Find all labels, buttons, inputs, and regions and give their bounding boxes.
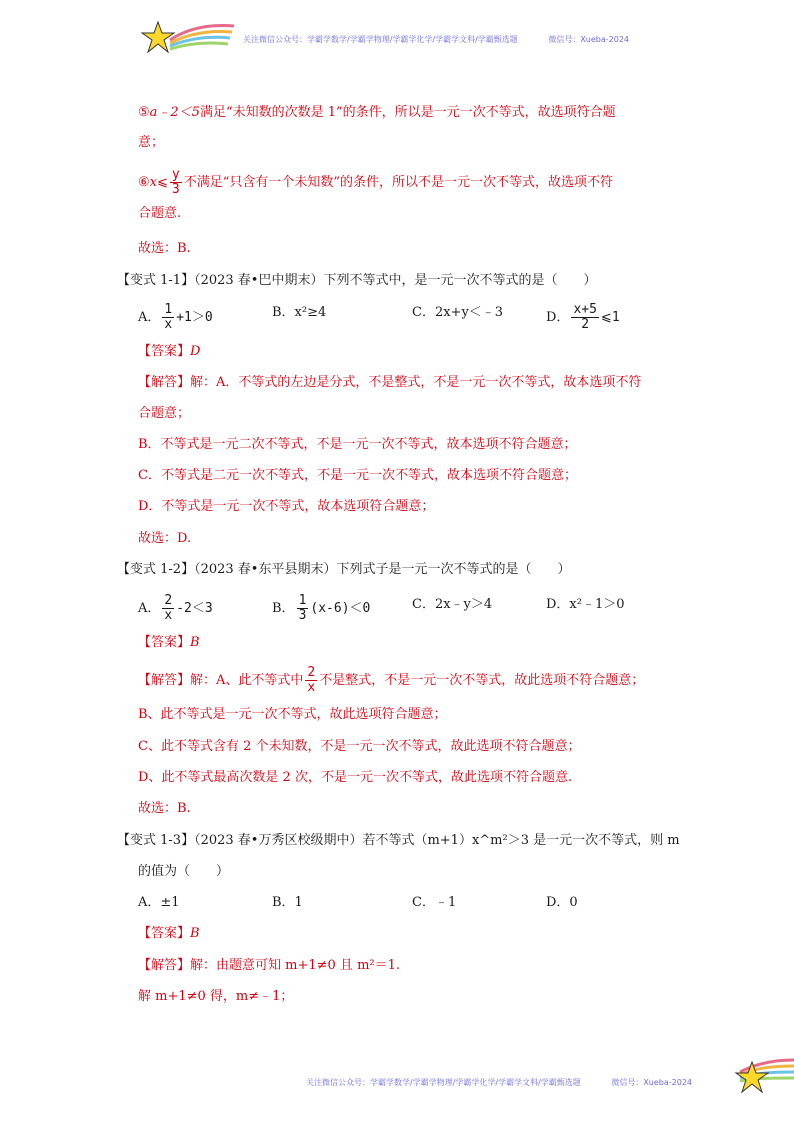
- q3-source-cont: 的值为（ ）: [138, 864, 230, 879]
- q1-explanation-1: 【解答】解：A．不等式的左边是分式，不是整式，不是一元一次不等式，故本选项不符: [138, 375, 642, 390]
- page-header: [243, 34, 683, 45]
- fraction-y-3: $\frac{y}{3}$: [171, 167, 180, 197]
- item-6: ⑥x⩽ $\frac{y}{3}$ 不满足“只含有一个未知数”的条件，所以不是一元一次不等式，故选项不符: [138, 167, 614, 197]
- q1-option-c: C．2x+y＜﹣3: [412, 305, 504, 320]
- q1-explanation-2: B．不等式是一元二次不等式，不是一元一次不等式，故本选项不符合题意；: [138, 437, 577, 452]
- q3-explanation-1: 【解答】解：由题意可知 m+1≠0 且 m²＝1.: [138, 958, 401, 973]
- q2-explanation-4: D、此不等式最高次数是 2 次，不是一元一次不等式，故此选项不符合题意.: [138, 770, 573, 785]
- question-1-3: 【变式 1-3】（2023 春•万秀区校级期中）若不等式（m+1）x^m²＞3 是一元一次不等式，则 m: [117, 833, 680, 848]
- q2-explanation-2: B、此不等式是一元一次不等式，故此选项符合题意；: [138, 707, 447, 722]
- q1-option-a: A． $\frac{1}{x}$ +1＞0: [138, 302, 213, 332]
- item-6-cont: 合题意.: [138, 206, 182, 221]
- q2-explanation-1: 【解答】解：A、此不等式中 $\frac{2}{x}$ 不是整式，不是一元一次不等式，故此选项不符合题意；: [138, 665, 645, 695]
- q3-explanation-2: 解 m+1≠0 得，m≠﹣1；: [138, 989, 294, 1004]
- q2-option-c: C．2x﹣y＞4: [412, 597, 493, 612]
- q1-conclusion: 故选：D.: [138, 531, 192, 546]
- q2-answer: 【答案】B: [138, 635, 200, 650]
- intro-conclusion: 故选：B.: [138, 241, 191, 256]
- q2-option-b: B． $\frac{1}{3}$ (x-6)＜0: [272, 593, 371, 623]
- question-1-1: 【变式 1-1】（2023 春•巴中期末）下列不等式中，是一元一次不等式的是（ ）: [117, 273, 597, 288]
- star-logo-footer-icon: [700, 1050, 794, 1096]
- item-5-cont: 意；: [138, 135, 165, 150]
- footer-wechat: 微信号：Xueba-2024: [611, 1078, 693, 1087]
- star-logo-icon: [140, 18, 236, 58]
- footer-text: 关注微信公众号：学霸学数学/学霸学物理/学霸学化学/学霸学文科/学霸甄选题: [306, 1078, 581, 1087]
- q3-option-a: A．±1: [138, 895, 180, 910]
- q1-option-b: B．x²≥4: [272, 305, 327, 320]
- q1-explanation-3: C．不等式是二元一次不等式，不是一元一次不等式，故本选项不符合题意；: [138, 468, 577, 483]
- q2-explanation-3: C、此不等式含有 2 个未知数，不是一元一次不等式，故此选项不符合题意；: [138, 739, 581, 754]
- header-wechat: 微信号：Xueba-2024: [548, 35, 630, 44]
- q2-option-d: D．x²﹣1＞0: [546, 597, 625, 612]
- item-5: ⑤a﹣2＜5满足“未知数的次数是 1”的条件，所以是一元一次不等式，故选项符合题: [138, 105, 616, 120]
- q3-option-b: B．1: [272, 895, 303, 910]
- question-1-2: 【变式 1-2】（2023 春•东平县期末）下列式子是一元一次不等式的是（ ）: [117, 562, 571, 577]
- q1-explanation-4: D．不等式是一元一次不等式，故本选项符合题意；: [138, 499, 435, 514]
- q1-option-d: D． $\frac{x+5}{2}$ ⩽1: [546, 302, 620, 332]
- page-footer: [306, 1077, 736, 1088]
- q2-option-a: A． $\frac{2}{x}$ -2＜3: [138, 593, 213, 623]
- header-text: 关注微信公众号：学霸学数学/学霸学物理/学霸学化学/学霸学文科/学霸甄选题: [243, 35, 518, 44]
- q3-answer: 【答案】B: [138, 926, 200, 941]
- q2-conclusion: 故选：B.: [138, 801, 191, 816]
- q1-answer: 【答案】D: [138, 344, 201, 359]
- q3-option-d: D．0: [546, 895, 578, 910]
- q1-explanation-1-cont: 合题意；: [138, 406, 191, 421]
- q3-option-c: C．﹣1: [412, 895, 457, 910]
